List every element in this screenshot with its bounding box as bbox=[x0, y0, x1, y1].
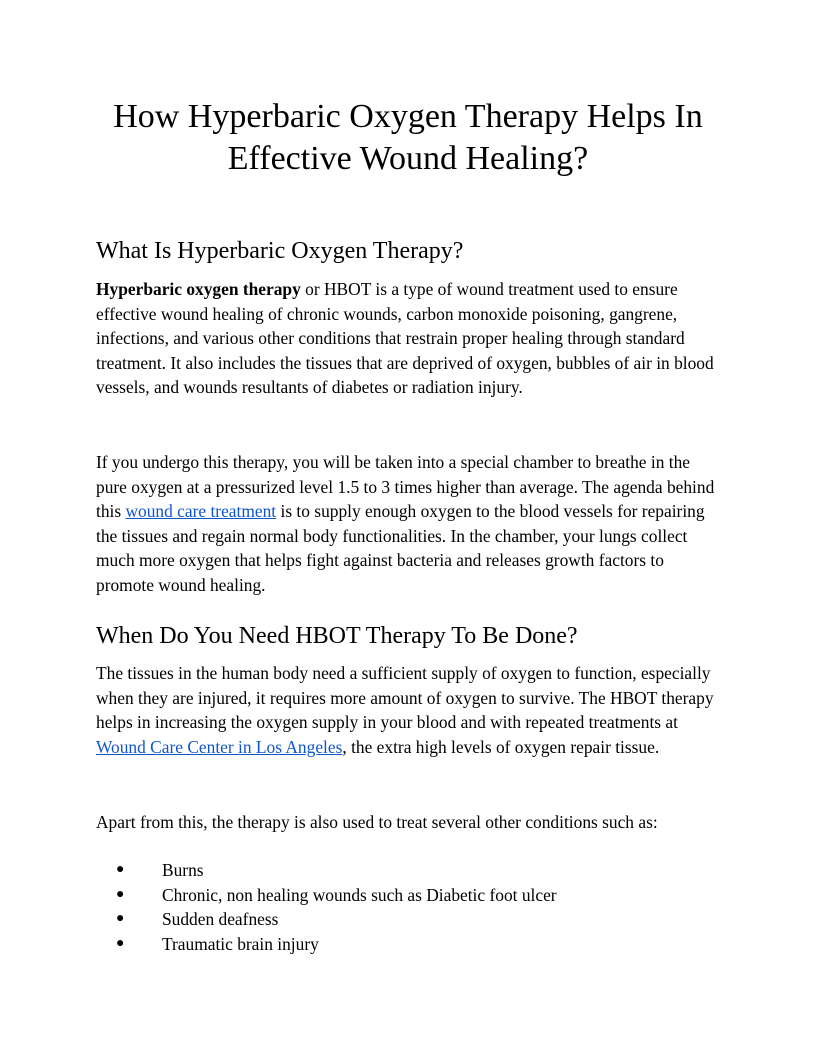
list-item-text: Sudden deafness bbox=[162, 909, 279, 930]
list-item bbox=[96, 907, 720, 932]
list-item bbox=[96, 932, 720, 957]
section1-paragraph-2 bbox=[96, 450, 720, 598]
paragraph-text: , the extra high levels of oxygen repair tissue. bbox=[342, 736, 660, 757]
list-item-text: Traumatic brain injury bbox=[162, 933, 319, 954]
list-item-text: Burns bbox=[162, 860, 204, 880]
conditions-list bbox=[96, 858, 720, 956]
paragraph-text: or HBOT is a type of wound treatment used to ensure effective wound healing of chronic wounds, carbon monoxide poisoning, gangrene, infections, and various other conditions that restrain proper healing through standard treatment. It also includes the tissues that are deprived of oxygen, bubbles of air in blood vessels, and wounds resultants of diabetes or radiation injury. bbox=[96, 279, 714, 398]
document-title: How Hyperbaric Oxygen Therapy Helps In Effective Wound Healing? bbox=[113, 98, 703, 177]
bullet-icon: ● bbox=[116, 886, 125, 902]
paragraph-text: If you undergo this therapy, you will be taken into a special chamber to breathe in the pure oxygen at a pressurized level 1.5 to 3 times higher than average. The agenda behind this bbox=[96, 452, 715, 522]
section-heading-when-hbot: When Do You Need HBOT Therapy To Be Done? bbox=[96, 623, 578, 649]
list-item-text: Chronic, non healing wounds such as Diabetic foot ulcer bbox=[162, 884, 557, 905]
wound-care-treatment-link[interactable]: wound care treatment bbox=[125, 501, 277, 522]
section2-paragraph-1 bbox=[96, 661, 720, 759]
section-heading-what-is-hbot: What Is Hyperbaric Oxygen Therapy? bbox=[96, 238, 464, 264]
wound-care-center-link[interactable]: Wound Care Center in Los Angeles bbox=[96, 736, 343, 757]
bullet-icon: ● bbox=[116, 911, 125, 927]
bold-term: Hyperbaric oxygen therapy bbox=[96, 279, 301, 299]
list-item bbox=[96, 883, 720, 908]
bullet-icon: ● bbox=[116, 935, 125, 951]
paragraph-text: The tissues in the human body need a sufficient supply of oxygen to function, especially when they are injured, it requires more amount of oxygen to survive. The HBOT therapy helps in increasing the oxygen supply in your blood and with repeated treatments at bbox=[96, 663, 714, 733]
section2-paragraph-2: Apart from this, the therapy is also used to treat several other conditions such as: bbox=[96, 812, 658, 832]
section1-paragraph-1 bbox=[96, 277, 720, 400]
bullet-icon: ● bbox=[116, 862, 125, 877]
list-item bbox=[96, 858, 720, 883]
paragraph-text: is to supply enough oxygen to the blood vessels for repairing the tissues and regain normal body functionalities. In the chamber, your lungs collect much more oxygen that helps fight against bacteria and releases growth factors to promote wound healing. bbox=[96, 501, 705, 595]
